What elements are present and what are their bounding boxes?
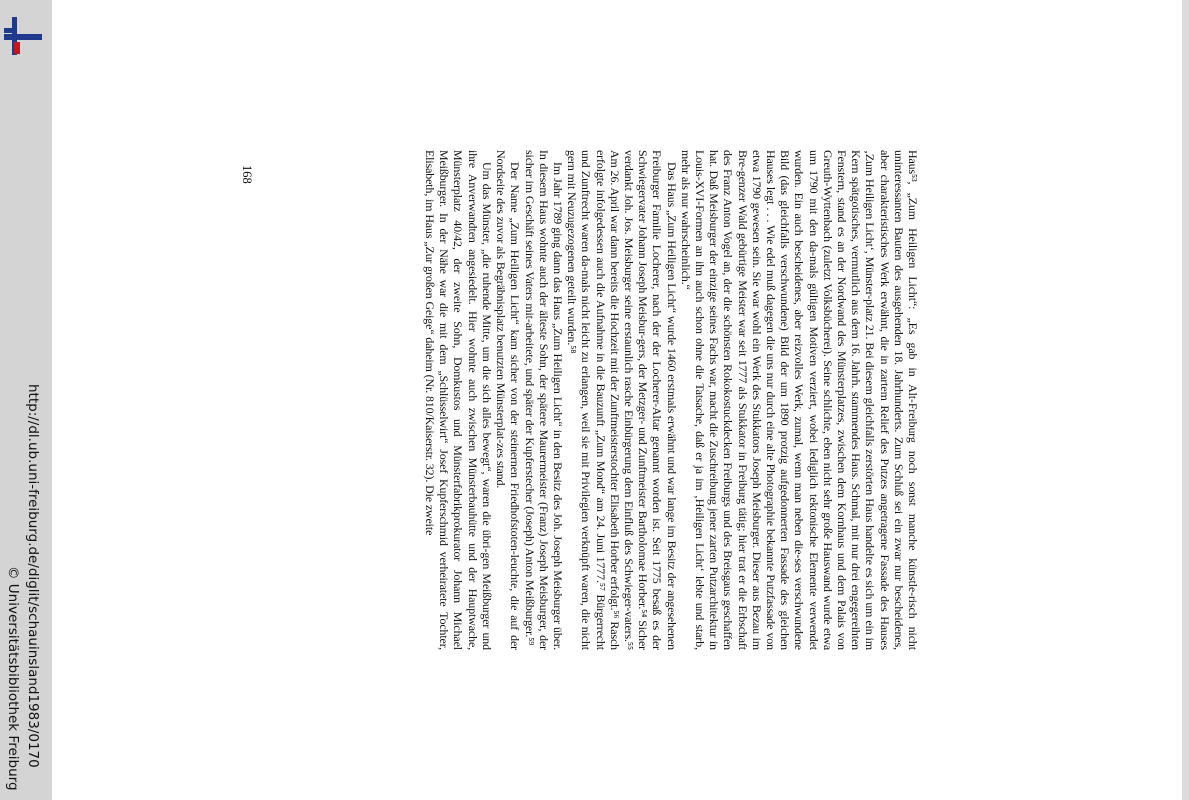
paragraph: Im Jahr 1789 ging dann das Haus „Zum Heiligen Licht“ in den Besitz des Joh. Joseph Meisburger über. In diesem Haus wohnte auch der älteste Sohn, der spätere Maurermeister (Franz) Joseph Meisburger, der sicher im Geschäft seines Vaters mit-arbeitete, und später der Kupferstecher (Joseph) Anton Meißburger.⁵⁹: [522, 150, 565, 650]
scrollbar-track[interactable]: [1182, 0, 1189, 800]
document-url[interactable]: http://dl.ub.uni-freiburg.de/diglit/schauinsland1983/0170: [25, 384, 41, 768]
paragraph: Um das Münster, „die ruhende Mitte, um die sich alles bewegt“, waren die übri-gen Meißburger und ihre Anverwandten angesiedelt. Hier wohnte auch zwischen Münsterbauhütte und der Hauptwache, Münsterplatz 40/42, der zweite Sohn, Domkustos und Münsterfabrikprokurator Johann Michael Meißburger. In der Nähe war die mit dem „Schlüsselwirt“ Josef Kupferschmid verheiratete Tochter, Elisabeth, im Haus „Zur großen Geige“ daheim (Nr. 810/Kaiserstr. 32). Die zweite: [423, 150, 494, 650]
page-number: 168: [240, 165, 254, 184]
copyright-notice: © Universitätsbibliothek Freiburg: [5, 566, 21, 791]
paragraph: Haus⁵³, „Zum Heiligen Licht“: „Es gab in Alt-Freiburg noch sonst manche künstle-risch nicht uninteressanten Bauten des ausgehenden 18. Jahrhunderts. Zum Schluß sei ein zwar nur bescheidenes, aber charakteristisches Werk erwähnt, die in zartem Relief des Putzes angetragene Fassade des Hauses ‚Zum Heiligen Licht‘, Münster-platz 21. Bei diesem gleichfalls zerstörten Haus handelte es sich um ein im Kern spätgotisches, vermutlich aus dem 16. Jahrh. stammendes Haus. Schmal, mit nur drei engegereihten Fenstern, stand es an der Nordwand des Münsterplatzes, zwischen dem Kornhaus und dem Palais von Greuth-Wyttenbach (zuletzt Volksbücherei). Seine schlichte, eben nicht sehr große Hauswand wurde etwa um 1790 mit den da-mals gültigen Motiven verziert, wobei lediglich tektonische Elemente verwendet wurden. Ein auch bescheidenes, aber reizvolles Werk, zumal, wenn man neben die-ses verschwundene Bild (das gleichfalls verschwundene) Bild der um 1890 protzig aufgedonnerten Fassade des gleichen Hauses legt . . . Wie edel muß dagegen die uns nur durch eine alte Photographie bekannte Putzfassade von etwa 1790 gewesen sein. Sie war wohl ein Werk des Stukkators Joseph Meisburger. Dieser aus Bezau im Bre-genzer Wald gebürtige Meister war seit 1777 als Stukkator in Freiburg tätig; hier trat er die Erbschaft des Franz Anton Vogel an, der die schönsten Rokokostuckdecken Freiburgs und des Breisgaus geschaffen hat. Daß Meisburger der einzige seines Fachs war, macht die Zuschreibung jener zarten Putzarchitektur in Louis-XVI-Formen an ihn auch schon ohne die Tatsache, daß er ja im ‚Heiligen Licht‘ lebte und starb, mehr als nur wahrscheinlich.“: [678, 150, 920, 650]
page-body-text: [200, 150, 920, 650]
university-logo-icon[interactable]: [0, 14, 46, 54]
paragraph: Das Haus „Zum Heiligen Licht“ wurde 1460 erstmals erwähnt und war lange im Besitz der angesehenen Freiburger Familie Locherer, nach der der Locherer-Altar genannt worden ist. Seit 1775 besaß es der Schwiegervater Johann Joseph Meisbur-gers, der Metzger- und Zunftmeister Bartholomae Horber.⁵⁴ Sicher verdankt Joh. Jos. Meisburger seine erstaunlich rasche Einbürgerung dem Einfluß des Schwieger-vaters.⁵⁵ Am 26. April war dann bereits die Hochzeit mit der Zunftmeisterstochter Elisabeth Horber erfolgt.⁵⁶ Rasch erfolgte infolgedessen auch die Aufnahme in die Bauzunft „Zum Mond“ am 24. Juni 1777.⁵⁷ Bürgerrecht und Zunftrecht waren da-mals nicht leicht zu erlangen, weil sie mit Privilegien verknüpft waren, die nicht gern mit Neuzugezogenen geteilt wurden.⁵⁸: [565, 150, 679, 650]
paragraph: Der Name „Zum Heiligen Licht“ kam sicher von der steinernen Friedhofstoten-leuchte, die auf der Nordseite des zuvor als Begräbnisplatz benutzten Münsterplat-zes stand.: [494, 150, 523, 650]
